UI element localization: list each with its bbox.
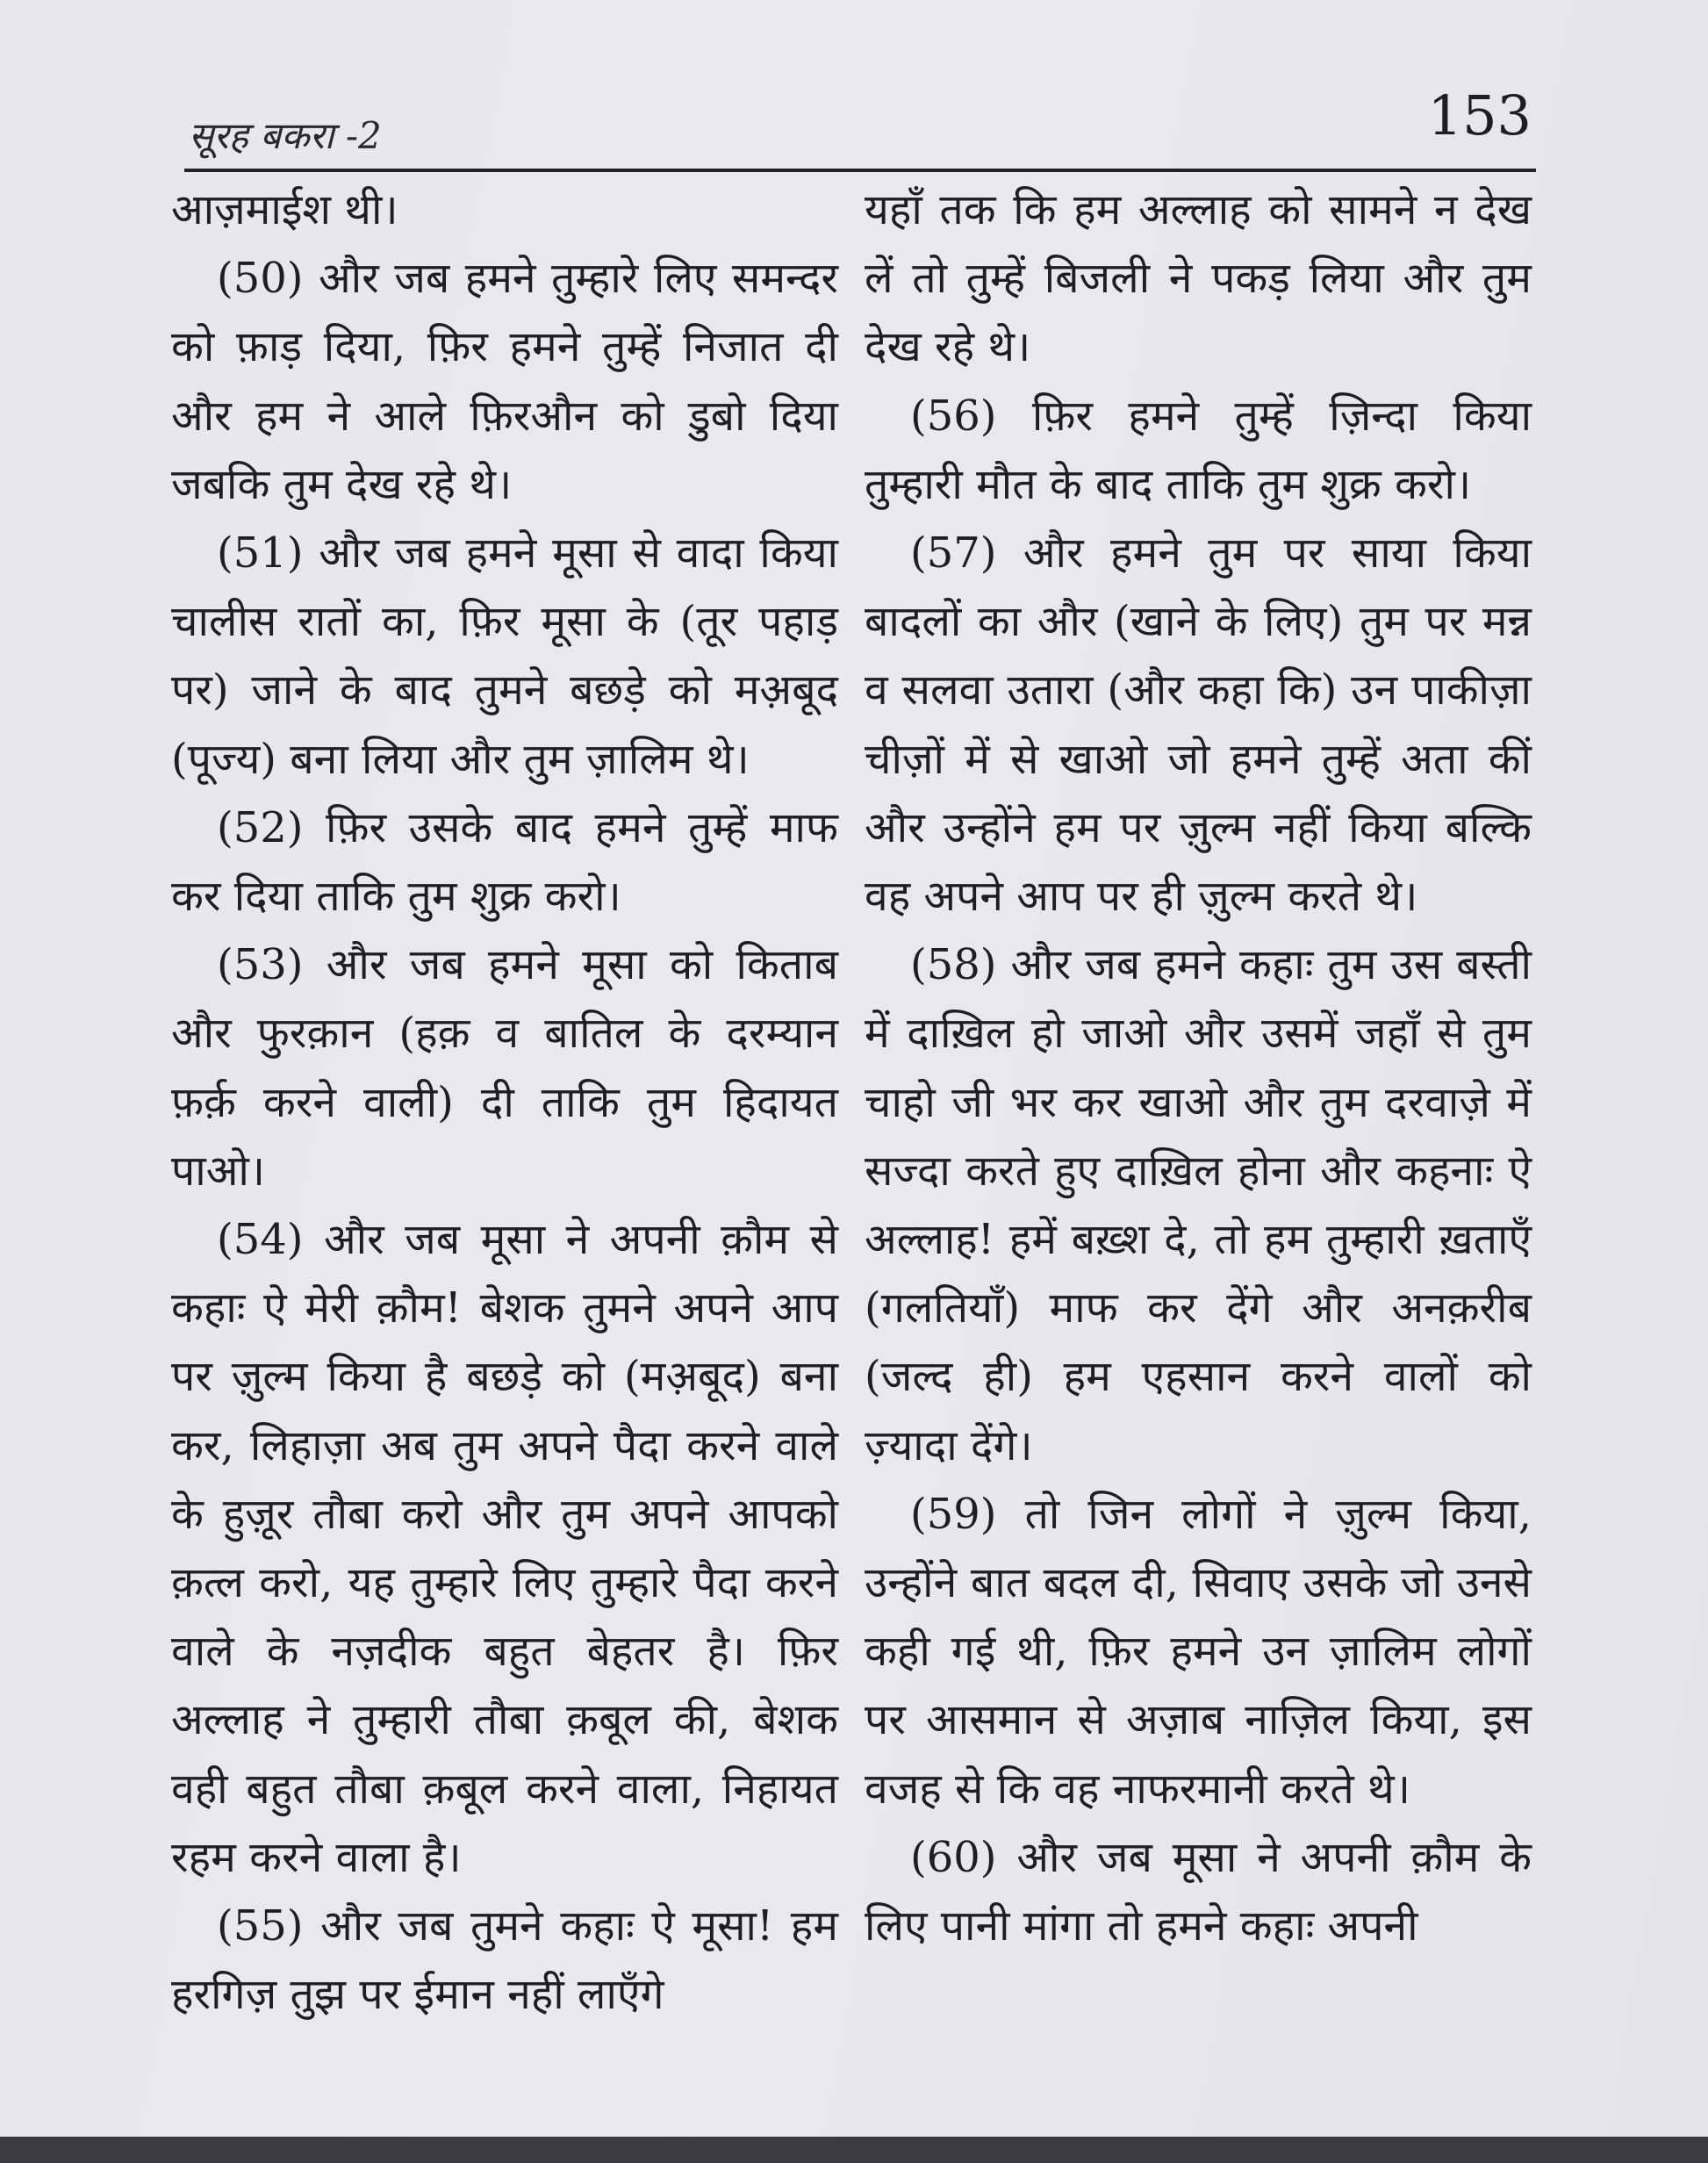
- left-column: [171, 176, 838, 2029]
- page-edge-shadow: [0, 2137, 1708, 2163]
- verse-54: (54) और जब मूसा ने अपनी क़ौम से कहाः ऐ मेरी क़ौम! बेशक तुमने अपने आप पर ज़ुल्म किया है बछड़े को (मअ़बूद) बना कर, लिहाज़ा अब तुम अपने पैदा करने वाले के हुज़ूर तौबा करो और तुम अपने आपको क़त्ल करो, यह तुम्हारे लिए तुम्हारे पैदा करने वाले के नज़दीक बहुत बेहतर है। फ़िर अल्लाह ने तुम्हारी तौबा क़बूल की, बेशक वही बहुत तौबा क़बूल करने वाला, निहायत रहम करने वाला है।: [171, 1215, 838, 1882]
- verse-53: (53) और जब हमने मूसा को किताब और फुरक़ान (हक़ व बातिल के दरम्यान फ़र्क़ करने वाली) दी ताकि तुम हिदायत पाओ।: [171, 940, 838, 1196]
- header-rule: [184, 169, 1536, 172]
- verse-52: (52) फ़िर उसके बाद हमने तुम्हें माफ कर दिया ताकि तुम शुक्र करो।: [171, 802, 838, 922]
- verse-60: (60) और जब मूसा ने अपनी क़ौम के लिए पानी मांगा तो हमने कहाः अपनी: [865, 1832, 1532, 1951]
- running-head: सूरह बकरा -2: [189, 114, 382, 157]
- verse-57: (57) और हमने तुम पर साया किया बादलों का और (खाने के लिए) तुम पर मन्न व सलवा उतारा (और कहा कि) उन पाकीज़ा चीज़ों में से खाओ जो हमने तुम्हें अता कीं और उन्होंने हम पर ज़ुल्म नहीं किया बल्कि वह अपने आप पर ही ज़ुल्म करते थे।: [865, 528, 1532, 922]
- verse-55: (55) और जब तुमने कहाः ऐ मूसा! हम हरगिज़ तुझ पर ईमान नहीं लाएँगे: [171, 1901, 838, 2020]
- verse-51: (51) और जब हमने मूसा से वादा किया चालीस रातों का, फ़िर मूसा के (तूर पहाड़ पर) जाने के बाद तुमने बछड़े को मअ़बूद (पूज्य) बना लिया और तुम ज़ालिम थे।: [171, 528, 838, 784]
- verse-56: (56) फ़िर हमने तुम्हें ज़िन्दा किया तुम्हारी मौत के बाद ताकि तुम शुक्र करो।: [865, 391, 1532, 509]
- verse-58: (58) और जब हमने कहाः तुम उस बस्ती में दाख़िल हो जाओ और उसमें जहाँ से तुम चाहो जी भर कर खाओ और तुम दरवाज़े में सज्दा करते हुए दाख़िल होना और कहनाः ऐ अल्लाह! हमें बख़्श दे, तो हम तुम्हारी ख़ताएँ (गलतियाँ) माफ कर देंगे और अनक़रीब (जल्द ही) हम एहसान करने वालों को ज़्यादा देंगे।: [865, 940, 1532, 1470]
- verse-59: (59) तो जिन लोगों ने ज़ुल्म किया, उन्होंने बात बदल दी, सिवाए उसके जो उनसे कही गई थी, फ़िर हमने उन ज़ालिम लोगों पर आसमान से अज़ाब नाज़िल किया, इस वजह से कि वह नाफरमानी करते थे।: [865, 1489, 1532, 1814]
- page-number: 153: [1427, 83, 1532, 147]
- verse-50: (50) और जब हमने तुम्हारे लिए समन्दर को फ़ाड़ दिया, फ़िर हमने तुम्हें निजात दी और हम ने आले फ़िरऔन को डुबो दिया जबकि तुम देख रहे थे।: [171, 254, 838, 509]
- page-header: [189, 83, 1532, 171]
- verse-55-continuation: यहाँ तक कि हम अल्लाह को सामने न देख लें तो तुम्हें बिजली ने पकड़ लिया और तुम देख रहे थे।: [865, 185, 1532, 372]
- paragraph-continuation: आज़माईश थी।: [171, 185, 398, 234]
- right-column: [865, 176, 1532, 1960]
